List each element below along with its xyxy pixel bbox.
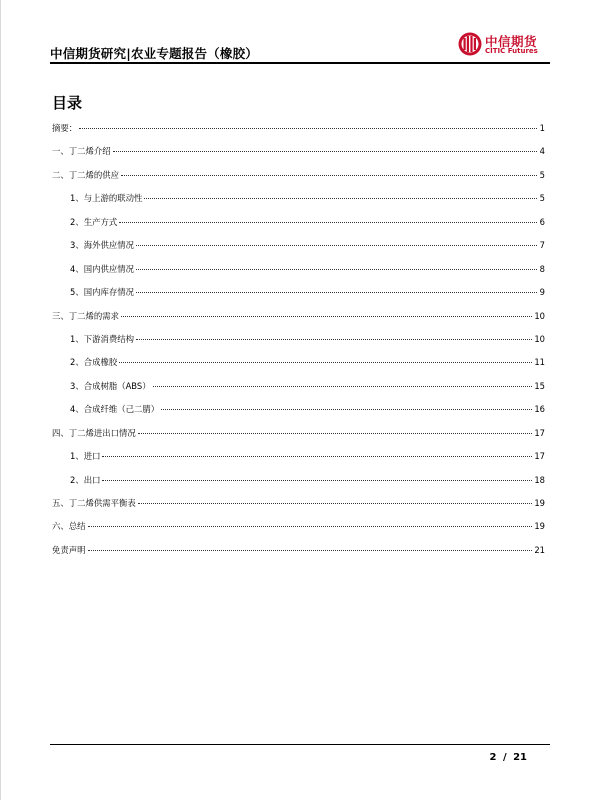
- toc-entry-label: 3、海外供应情况: [70, 240, 134, 251]
- toc-entry-label: 5、国内库存情况: [70, 287, 134, 298]
- toc-entry[interactable]: [52, 286, 545, 309]
- toc-entry[interactable]: [52, 145, 545, 168]
- toc-dot-leader: [136, 292, 537, 293]
- toc-entry-page: 9: [539, 287, 545, 298]
- toc-entry-page: 7: [539, 240, 545, 251]
- citic-futures-logo: [458, 32, 550, 58]
- logo-name-en: CITIC Futures: [485, 47, 538, 55]
- toc-entry-label: 2、生产方式: [70, 216, 118, 227]
- toc-dot-leader: [144, 198, 537, 199]
- toc-entry-label: 4、国内供应情况: [70, 263, 134, 274]
- toc-entry[interactable]: [52, 239, 545, 262]
- toc-entry[interactable]: [52, 310, 545, 333]
- toc-entry-page: 10: [534, 310, 545, 321]
- toc-entry-label: 五、丁二烯供需平衡表: [52, 498, 136, 508]
- page-number: 2 / 21: [489, 752, 527, 763]
- toc-entry-page: 19: [534, 521, 545, 532]
- toc-entry-page: 17: [534, 427, 545, 438]
- toc-entry[interactable]: [52, 380, 545, 403]
- toc-dot-leader: [119, 362, 532, 363]
- toc-entry-page: 8: [539, 263, 545, 274]
- toc-entry[interactable]: [52, 474, 545, 497]
- toc-title: 目录: [52, 94, 83, 112]
- toc-dot-leader: [138, 503, 533, 504]
- toc-entry[interactable]: [52, 544, 545, 567]
- page-header: [50, 28, 550, 60]
- toc-dot-leader: [102, 480, 532, 481]
- toc-dot-leader: [121, 316, 532, 317]
- toc-dot-leader: [136, 269, 537, 270]
- toc-entry-page: 1: [539, 123, 545, 133]
- toc-entry[interactable]: [52, 216, 545, 239]
- page-edge: [0, 0, 1, 800]
- toc-dot-leader: [138, 433, 533, 434]
- toc-entry[interactable]: [52, 403, 545, 426]
- toc-entry-label: 二、丁二烯的供应: [52, 169, 119, 180]
- toc-entry-label: 四、丁二烯进出口情况: [52, 427, 136, 438]
- toc-entry[interactable]: [52, 450, 545, 473]
- toc-dot-leader: [153, 386, 533, 387]
- toc-entry-page: 6: [539, 216, 545, 227]
- toc-entry-label: 六、总结: [52, 521, 86, 532]
- toc-dot-leader: [79, 128, 537, 129]
- toc-dot-leader: [121, 175, 537, 176]
- toc-entry-label: 三、丁二烯的需求: [52, 310, 119, 321]
- toc-entry-label: 1、下游消费结构: [70, 333, 134, 344]
- header-title: 中信期货研究|农业专题报告（橡胶）: [50, 46, 258, 61]
- toc-entry[interactable]: [52, 122, 545, 145]
- header-divider: [50, 62, 550, 64]
- toc-entry-page: 5: [539, 193, 545, 204]
- toc-entry[interactable]: [52, 356, 545, 379]
- toc-entry-page: 5: [539, 169, 545, 180]
- toc-entry-label: 2、出口: [70, 474, 101, 485]
- toc-entry-page: 10: [534, 333, 545, 344]
- footer-divider: [50, 744, 550, 745]
- toc-entry[interactable]: [52, 169, 545, 192]
- toc-entry-label: 摘要：: [52, 123, 78, 133]
- toc-dot-leader: [113, 151, 537, 152]
- toc-dot-leader: [119, 222, 537, 223]
- toc-dot-leader: [136, 339, 532, 340]
- toc-entry-label: 1、与上游的联动性: [70, 193, 143, 204]
- toc-entry-page: 16: [534, 404, 545, 415]
- toc-dot-leader: [136, 245, 537, 246]
- logo-name-cn: 中信期货: [485, 34, 538, 49]
- toc-entry[interactable]: [52, 520, 545, 543]
- toc-entry-page: 15: [534, 380, 545, 391]
- toc-entry-label: 4、合成纤维（己二腈）: [70, 404, 160, 415]
- toc-entry-label: 一、丁二烯介绍: [52, 146, 111, 157]
- toc-entry-label: 免责声明: [52, 544, 86, 555]
- toc-dot-leader: [161, 409, 532, 410]
- toc-entry-page: 18: [534, 474, 545, 485]
- toc-entry[interactable]: [52, 333, 545, 356]
- toc-entry[interactable]: [52, 192, 545, 215]
- toc-entry-label: 2、合成橡胶: [70, 357, 118, 368]
- toc-entry[interactable]: [52, 263, 545, 286]
- toc-dot-leader: [88, 550, 533, 551]
- citic-logo-icon: [458, 32, 482, 56]
- toc-entry-label: 3、合成树脂（ABS）: [70, 380, 151, 391]
- toc-entry-page: 17: [534, 451, 545, 462]
- table-of-contents: [52, 122, 545, 567]
- toc-entry[interactable]: [52, 427, 545, 450]
- toc-entry-page: 4: [539, 146, 545, 157]
- toc-entry-page: 21: [534, 544, 545, 555]
- toc-entry[interactable]: [52, 497, 545, 520]
- toc-dot-leader: [102, 456, 532, 457]
- toc-entry-page: 19: [534, 498, 545, 508]
- toc-entry-label: 1、进口: [70, 451, 101, 462]
- toc-dot-leader: [88, 526, 533, 527]
- toc-entry-page: 11: [534, 357, 545, 368]
